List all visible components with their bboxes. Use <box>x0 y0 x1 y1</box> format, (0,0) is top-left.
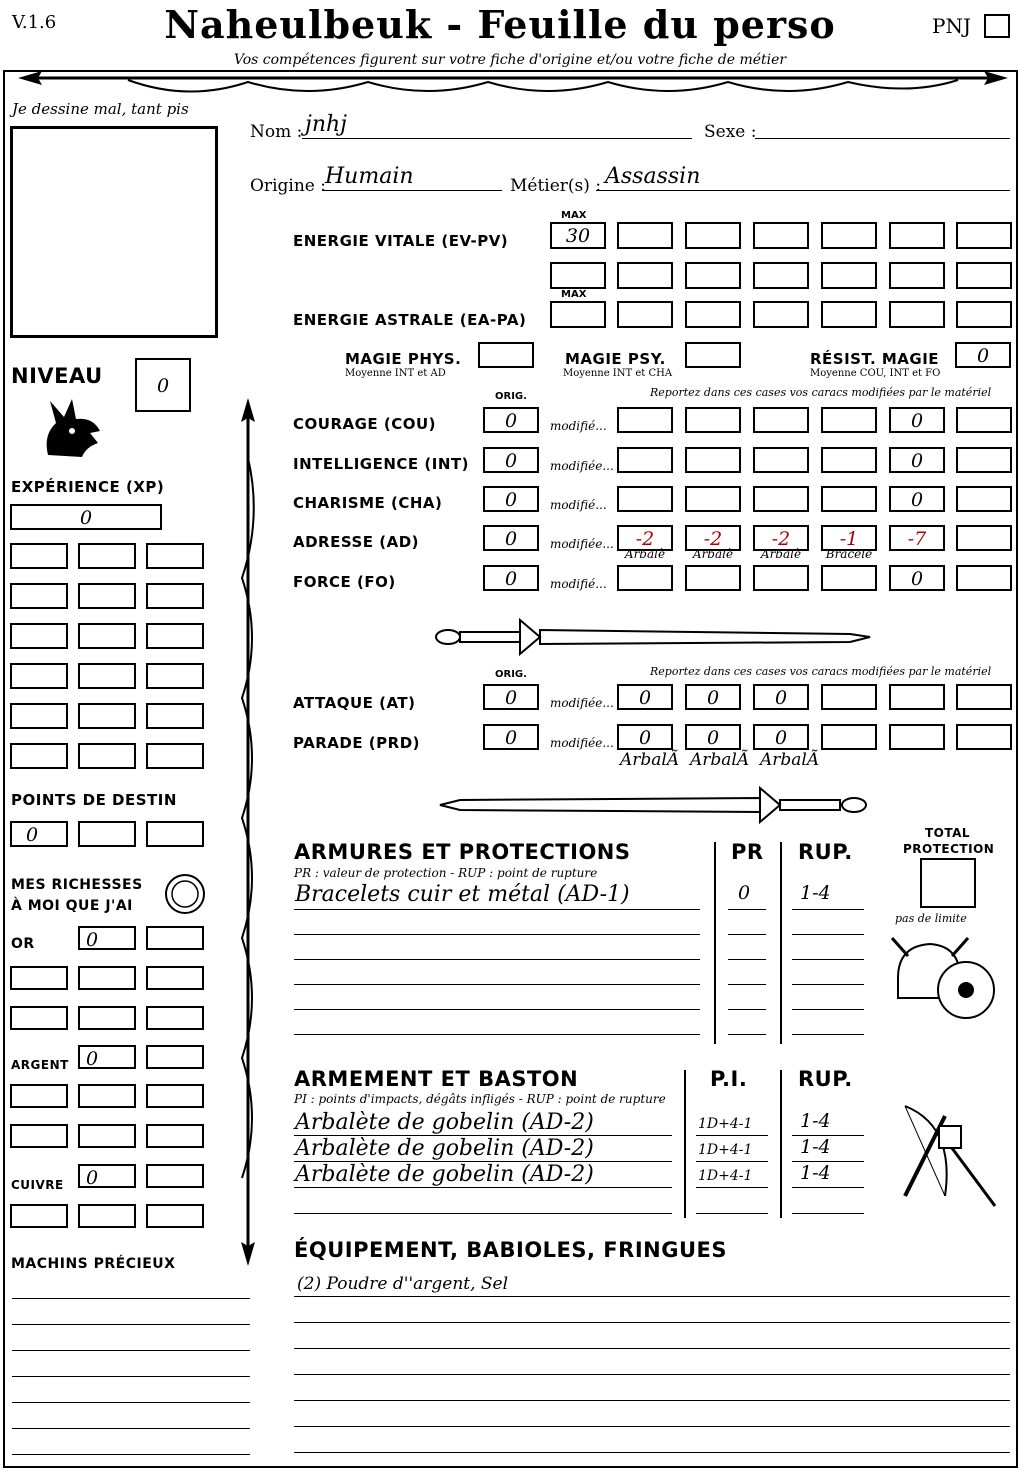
combat-weapon-note: ArbalÃ <box>620 750 680 770</box>
machins-label: MACHINS PRÉCIEUX <box>11 1256 176 1272</box>
weapon-item-name[interactable]: Arbalète de gobelin (AD-2) <box>295 1110 594 1135</box>
cuivre-box[interactable]: 0 <box>78 1164 136 1188</box>
stat-label: INTELLIGENCE (INT) <box>293 455 469 473</box>
combat-orig-box[interactable]: 0 <box>483 724 539 750</box>
ev-box-r1-4[interactable] <box>821 222 877 249</box>
armor-title: ARMURES ET PROTECTIONS <box>294 840 631 864</box>
stat-mod-box[interactable]: -7 <box>889 525 945 551</box>
xp-grid-box[interactable] <box>146 703 204 729</box>
combat-mod-box[interactable] <box>889 724 945 750</box>
treasure-line[interactable] <box>12 1324 250 1325</box>
combat-weapon-note: ArbalÃ <box>760 750 820 770</box>
resist-magie-label: RÉSIST. MAGIE <box>810 350 940 368</box>
combat-orig-box[interactable]: 0 <box>483 684 539 710</box>
ev-box-r1-2[interactable] <box>685 222 741 249</box>
ev-max-label: MAX <box>561 210 587 221</box>
argent-box[interactable]: 0 <box>78 1045 136 1069</box>
armor-item-name[interactable]: Bracelets cuir et métal (AD-1) <box>295 882 630 907</box>
armor-pr-line[interactable] <box>728 934 766 935</box>
weapon-pi-line[interactable] <box>696 1213 768 1214</box>
resist-magie-box[interactable]: 0 <box>955 342 1011 368</box>
stat-mod-source: Bracele <box>825 547 873 561</box>
armor-item-pr[interactable]: 0 <box>738 882 751 904</box>
stat-mod-box[interactable] <box>956 407 1012 433</box>
stat-mod-box[interactable] <box>753 407 809 433</box>
weapon-pi-line[interactable] <box>696 1187 768 1188</box>
weapons-icon <box>885 1096 1005 1216</box>
ea-box-2[interactable] <box>685 301 741 328</box>
stats-orig-label: ORIG. <box>495 391 527 402</box>
armor-rup-line[interactable] <box>792 909 864 910</box>
armor-rup-line[interactable] <box>792 1009 864 1010</box>
weapon-item-pi[interactable]: 1D+4-1 <box>698 1142 753 1158</box>
armor-line[interactable] <box>294 1009 700 1010</box>
xp-grid-box[interactable] <box>10 543 68 569</box>
stat-label: FORCE (FO) <box>293 573 396 591</box>
wealth-grid-box[interactable] <box>10 1124 68 1148</box>
magie-phys-box[interactable] <box>478 342 534 368</box>
treasure-line[interactable] <box>12 1402 250 1403</box>
stat-mod-box[interactable] <box>821 407 877 433</box>
weapons-divider-2 <box>780 1070 782 1218</box>
xp-grid-box[interactable] <box>146 743 204 769</box>
armor-divider-2 <box>780 842 782 1044</box>
equipment-line[interactable] <box>294 1400 1010 1401</box>
metier-label: Métier(s) : <box>510 176 602 196</box>
combat-mod-box[interactable]: 0 <box>753 684 809 710</box>
armor-line[interactable] <box>294 959 700 960</box>
stat-mod-box[interactable] <box>956 525 1012 551</box>
wealth-grid-box[interactable] <box>146 1124 204 1148</box>
combat-mod-box[interactable]: 0 <box>617 724 673 750</box>
ev-box-r1-6[interactable] <box>956 222 1012 249</box>
weapon-rup-line[interactable] <box>792 1187 864 1188</box>
wealth-grid-box[interactable] <box>146 1006 204 1030</box>
combat-mod-box[interactable]: 0 <box>685 724 741 750</box>
combat-modifiee-label: modifiée... <box>550 696 614 710</box>
ea-box-3[interactable] <box>753 301 809 328</box>
equipment-line[interactable] <box>294 1296 1010 1297</box>
stat-mod-box[interactable] <box>685 407 741 433</box>
richesses-label-1: MES RICHESSES <box>11 877 143 893</box>
nom-label: Nom : <box>250 122 303 142</box>
weapon-item-name[interactable]: Arbalète de gobelin (AD-2) <box>295 1162 594 1187</box>
stat-mod-box[interactable] <box>821 565 877 591</box>
stat-mod-box[interactable] <box>617 565 673 591</box>
stat-modifie-label: modifié... <box>550 498 607 512</box>
combat-mod-box[interactable]: 0 <box>617 684 673 710</box>
no-limit-note: pas de limite <box>895 912 967 925</box>
weapon-line[interactable] <box>294 1213 672 1214</box>
stat-mod-box[interactable] <box>821 447 877 473</box>
wealth-grid-box[interactable] <box>10 966 68 990</box>
ev-box-r2-6[interactable] <box>956 262 1012 289</box>
ev-box-r2-5[interactable] <box>889 262 945 289</box>
wealth-grid-box[interactable] <box>10 1084 68 1108</box>
equipment-line[interactable] <box>294 1452 1010 1453</box>
xp-grid-box[interactable] <box>78 743 136 769</box>
equipment-line-1[interactable]: (2) Poudre d''argent, Sel <box>297 1274 509 1294</box>
stat-mod-box[interactable]: 0 <box>889 565 945 591</box>
ev-box-r1-1[interactable] <box>617 222 673 249</box>
stat-modifie-label: modifié... <box>550 419 607 433</box>
armor-pr-header: PR <box>731 840 764 864</box>
magie-psy-box[interactable] <box>685 342 741 368</box>
equipment-line[interactable] <box>294 1426 1010 1427</box>
stat-mod-source: Arbalè <box>692 547 734 561</box>
armor-pr-line[interactable] <box>728 909 766 910</box>
stat-orig-box[interactable]: 0 <box>483 447 539 473</box>
armor-pr-line[interactable] <box>728 984 766 985</box>
total-label-1: TOTAL <box>925 826 971 840</box>
xp-grid-box[interactable] <box>10 743 68 769</box>
xp-grid-box[interactable] <box>10 583 68 609</box>
armor-rup-header: RUP. <box>798 840 853 864</box>
or-box[interactable]: 0 <box>78 926 136 950</box>
magie-phys-sub: Moyenne INT et AD <box>345 368 446 379</box>
ev-box-r1-3[interactable] <box>753 222 809 249</box>
armor-rup-line[interactable] <box>792 934 864 935</box>
origine-label: Origine : <box>250 176 326 196</box>
ea-max-label: MAX <box>561 289 587 300</box>
combat-mod-box[interactable] <box>956 724 1012 750</box>
destin-box-1[interactable]: 0 <box>10 821 68 847</box>
portrait-box[interactable] <box>10 126 218 338</box>
weapons-subtitle: PI : points d'impacts, dégâts infligés - RUP : point de rupture <box>294 1092 666 1106</box>
stats-report-note: Reportez dans ces cases vos caracs modifiées par le matériel <box>650 386 992 399</box>
wealth-grid-box[interactable] <box>146 966 204 990</box>
xp-grid-box[interactable] <box>78 583 136 609</box>
destin-box-2[interactable] <box>78 821 136 847</box>
stat-mod-box[interactable] <box>753 486 809 512</box>
sword-ornament-2 <box>430 780 880 830</box>
stat-label: CHARISME (CHA) <box>293 494 443 512</box>
ea-box-6[interactable] <box>956 301 1012 328</box>
stat-orig-box[interactable]: 0 <box>483 565 539 591</box>
wealth-grid-box[interactable] <box>146 1204 204 1228</box>
treasure-line[interactable] <box>12 1298 250 1299</box>
portrait-caption: Je dessine mal, tant pis <box>12 100 189 118</box>
xp-box[interactable]: 0 <box>10 504 162 530</box>
combat-mod-box[interactable] <box>956 684 1012 710</box>
ev-box-r2-4[interactable] <box>821 262 877 289</box>
sexe-line[interactable] <box>755 138 1010 139</box>
or-box-2[interactable] <box>146 926 204 950</box>
weapon-rup-line[interactable] <box>792 1213 864 1214</box>
stat-mod-box[interactable] <box>956 486 1012 512</box>
armor-rup-line[interactable] <box>792 984 864 985</box>
combat-modifiee-label: modifiée... <box>550 736 614 750</box>
combat-mod-box[interactable] <box>821 724 877 750</box>
stat-mod-box[interactable]: 0 <box>889 486 945 512</box>
wealth-grid-box[interactable] <box>10 1006 68 1030</box>
stat-mod-box[interactable] <box>617 407 673 433</box>
resist-magie-sub: Moyenne COU, INT et FO <box>810 368 941 379</box>
armor-rup-line[interactable] <box>792 1034 864 1035</box>
argent-label: ARGENT <box>11 1058 69 1072</box>
armor-pr-line[interactable] <box>728 959 766 960</box>
ev-box-r2-2[interactable] <box>685 262 741 289</box>
combat-weapon-note: ArbalÃ <box>690 750 750 770</box>
ea-max-box[interactable] <box>550 301 606 328</box>
wealth-grid-box[interactable] <box>78 1006 136 1030</box>
niveau-label: NIVEAU <box>11 364 103 388</box>
sword-ornament-1 <box>430 612 880 662</box>
xp-grid-box[interactable] <box>78 543 136 569</box>
destin-box-3[interactable] <box>146 821 204 847</box>
xp-grid-box[interactable] <box>78 703 136 729</box>
dragon-icon <box>38 395 106 465</box>
xp-label: EXPÉRIENCE (XP) <box>11 478 165 496</box>
armor-line[interactable] <box>294 984 700 985</box>
ev-max-box[interactable]: 30 <box>550 222 606 249</box>
treasure-line[interactable] <box>12 1350 250 1351</box>
stat-mod-source: Arbalè <box>624 547 666 561</box>
ev-box-r2-1[interactable] <box>617 262 673 289</box>
nom-value[interactable]: jnhj <box>305 112 347 137</box>
equipment-line[interactable] <box>294 1348 1010 1349</box>
ea-box-5[interactable] <box>889 301 945 328</box>
stat-mod-box[interactable] <box>956 565 1012 591</box>
combat-report-note: Reportez dans ces cases vos caracs modifiées par le matériel <box>650 665 992 678</box>
weapons-pi-header: P.I. <box>710 1067 748 1091</box>
nom-line <box>302 138 692 139</box>
wealth-grid-box[interactable] <box>146 1084 204 1108</box>
weapon-pi-line[interactable] <box>696 1135 768 1136</box>
stat-label: COURAGE (COU) <box>293 415 437 433</box>
destin-label: POINTS DE DESTIN <box>11 791 177 809</box>
stat-mod-box[interactable]: -2 <box>617 525 673 551</box>
ea-box-1[interactable] <box>617 301 673 328</box>
weapon-item-name[interactable]: Arbalète de gobelin (AD-2) <box>295 1136 594 1161</box>
stat-mod-box[interactable] <box>617 447 673 473</box>
wealth-grid-box[interactable] <box>78 1124 136 1148</box>
version-label: V.1.6 <box>12 12 57 33</box>
xp-grid-box[interactable] <box>78 623 136 649</box>
stat-modifie-label: modifiée... <box>550 537 614 551</box>
stat-mod-box[interactable]: 0 <box>889 447 945 473</box>
ea-box-4[interactable] <box>821 301 877 328</box>
armor-subtitle: PR : valeur de protection - RUP : point de rupture <box>294 866 598 880</box>
armor-rup-line[interactable] <box>792 959 864 960</box>
cuivre-label: CUIVRE <box>11 1178 64 1192</box>
page-title: Naheulbeuk - Feuille du perso <box>164 2 836 47</box>
weapon-item-rup[interactable]: 1-4 <box>800 1136 831 1158</box>
weapons-divider-1 <box>684 1070 686 1218</box>
weapon-item-pi[interactable]: 1D+4-1 <box>698 1116 753 1132</box>
total-label-2: PROTECTION <box>903 842 995 856</box>
stat-mod-box[interactable] <box>685 486 741 512</box>
equipment-line[interactable] <box>294 1322 1010 1323</box>
sexe-label: Sexe : <box>704 122 757 142</box>
ev-box-r2-3[interactable] <box>753 262 809 289</box>
armor-line[interactable] <box>294 1034 700 1035</box>
argent-box-2[interactable] <box>146 1045 204 1069</box>
combat-mod-box[interactable] <box>821 684 877 710</box>
metier-value[interactable]: Assassin <box>605 164 701 189</box>
stat-mod-box[interactable] <box>753 447 809 473</box>
xp-grid-box[interactable] <box>10 623 68 649</box>
stat-mod-box[interactable] <box>956 447 1012 473</box>
helmet-shield-icon <box>888 928 998 1028</box>
stat-mod-box[interactable] <box>821 486 877 512</box>
armor-pr-line[interactable] <box>728 1034 766 1035</box>
combat-mod-box[interactable]: 0 <box>685 684 741 710</box>
magie-phys-label: MAGIE PHYS. <box>345 350 462 368</box>
armor-line[interactable] <box>294 909 700 910</box>
stat-mod-box[interactable] <box>753 565 809 591</box>
richesses-label-2: À MOI QUE J'AI <box>11 898 133 914</box>
armor-item-rup[interactable]: 1-4 <box>800 882 831 904</box>
stat-mod-box[interactable] <box>685 447 741 473</box>
magie-psy-sub: Moyenne INT et CHA <box>563 368 673 379</box>
stat-mod-source: Arbalè <box>760 547 802 561</box>
origine-value[interactable]: Humain <box>325 164 414 189</box>
xp-grid-box[interactable] <box>146 543 204 569</box>
combat-label: PARADE (PRD) <box>293 734 421 752</box>
origine-line <box>322 190 502 191</box>
weapon-item-rup[interactable]: 1-4 <box>800 1162 831 1184</box>
magie-psy-label: MAGIE PSY. <box>565 350 666 368</box>
total-protection-box[interactable] <box>920 858 976 908</box>
combat-orig-label: ORIG. <box>495 669 527 680</box>
combat-mod-box[interactable]: 0 <box>753 724 809 750</box>
stat-modifie-label: modifiée... <box>550 459 614 473</box>
xp-grid-box[interactable] <box>78 663 136 689</box>
ev-label: ENERGIE VITALE (EV-PV) <box>293 232 509 250</box>
ev-box-r2-0[interactable] <box>550 262 606 289</box>
weapon-item-pi[interactable]: 1D+4-1 <box>698 1168 753 1184</box>
stat-label: ADRESSE (AD) <box>293 533 420 551</box>
cuivre-box-2[interactable] <box>146 1164 204 1188</box>
stat-mod-box[interactable] <box>685 565 741 591</box>
stat-mod-box[interactable]: -1 <box>821 525 877 551</box>
weapon-line[interactable] <box>294 1187 672 1188</box>
wealth-grid-box[interactable] <box>78 1204 136 1228</box>
weapons-title: ARMEMENT ET BASTON <box>294 1067 579 1091</box>
armor-line[interactable] <box>294 934 700 935</box>
wealth-grid-box[interactable] <box>78 966 136 990</box>
stat-orig-box[interactable]: 0 <box>483 525 539 551</box>
ev-box-r1-5[interactable] <box>889 222 945 249</box>
xp-grid-box[interactable] <box>146 623 204 649</box>
page-subtitle: Vos compétences figurent sur votre fiche d'origine et/ou votre fiche de métier <box>233 52 787 68</box>
equipment-title: ÉQUIPEMENT, BABIOLES, FRINGUES <box>294 1238 727 1262</box>
pnj-checkbox[interactable] <box>984 14 1010 38</box>
stat-mod-box[interactable]: -2 <box>685 525 741 551</box>
stat-mod-box[interactable]: -2 <box>753 525 809 551</box>
stat-mod-box[interactable]: 0 <box>889 407 945 433</box>
treasure-line[interactable] <box>12 1376 250 1377</box>
xp-grid-box[interactable] <box>146 583 204 609</box>
armor-pr-line[interactable] <box>728 1009 766 1010</box>
pnj-label: PNJ <box>932 14 971 38</box>
stat-modifie-label: modifié... <box>550 577 607 591</box>
xp-grid-box[interactable] <box>10 703 68 729</box>
wealth-grid-box[interactable] <box>10 1204 68 1228</box>
equipment-line[interactable] <box>294 1374 1010 1375</box>
niveau-box[interactable]: 0 <box>135 358 191 412</box>
vertical-spear-ornament <box>228 398 268 1268</box>
stat-orig-box[interactable]: 0 <box>483 407 539 433</box>
or-label: OR <box>11 936 35 952</box>
ea-label: ENERGIE ASTRALE (EA-PA) <box>293 311 527 329</box>
xp-grid-box[interactable] <box>10 663 68 689</box>
coin-icon <box>163 872 207 916</box>
treasure-line[interactable] <box>12 1428 250 1429</box>
wealth-grid-box[interactable] <box>78 1084 136 1108</box>
stat-mod-box[interactable] <box>617 486 673 512</box>
weapon-item-rup[interactable]: 1-4 <box>800 1110 831 1132</box>
xp-grid-box[interactable] <box>146 663 204 689</box>
weapons-rup-header: RUP. <box>798 1067 853 1091</box>
metier-line <box>596 190 1010 191</box>
armor-divider-1 <box>714 842 716 1044</box>
weapon-pi-line[interactable] <box>696 1161 768 1162</box>
combat-mod-box[interactable] <box>889 684 945 710</box>
stat-orig-box[interactable]: 0 <box>483 486 539 512</box>
treasure-line[interactable] <box>12 1454 250 1455</box>
combat-label: ATTAQUE (AT) <box>293 694 416 712</box>
